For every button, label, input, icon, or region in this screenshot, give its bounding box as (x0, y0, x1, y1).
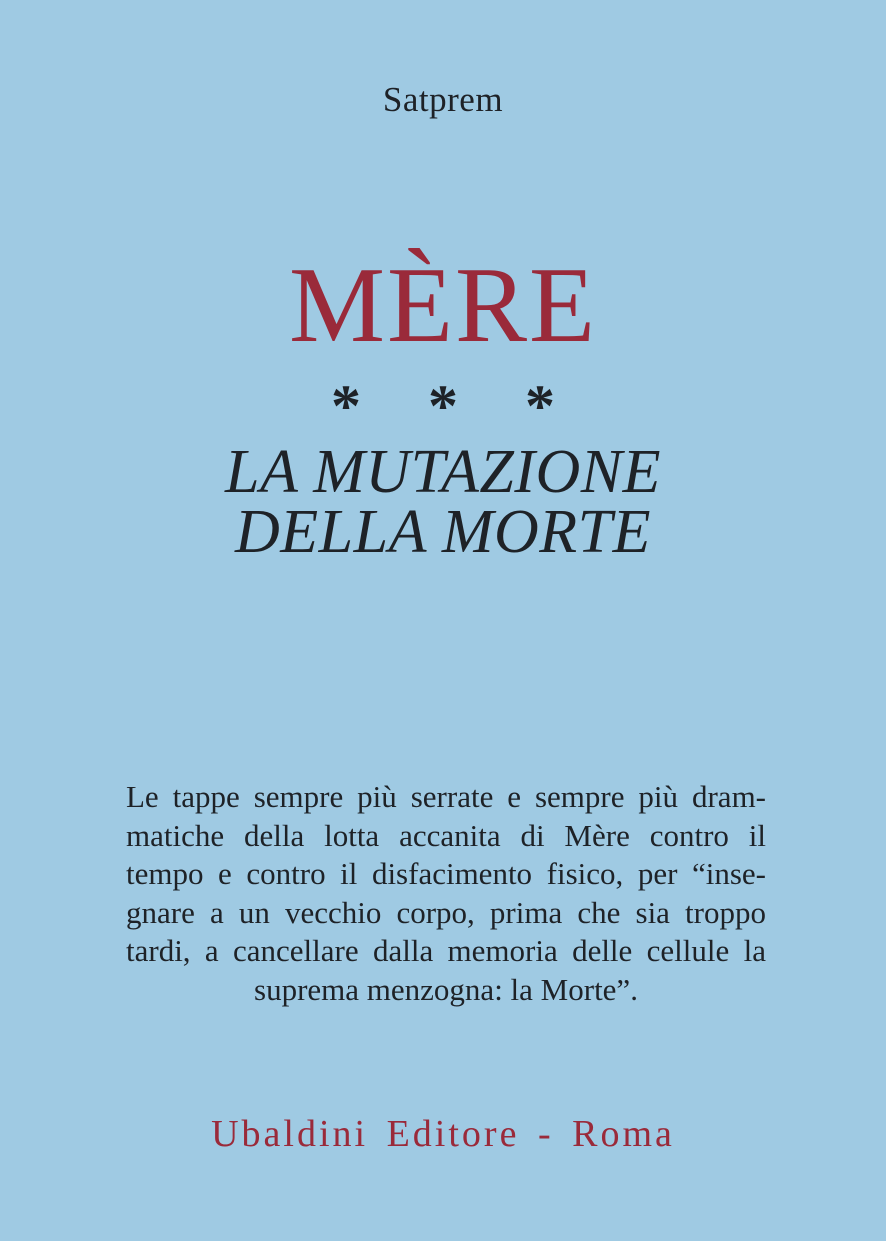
blurb-line: matiche della lotta accanita di Mère contro il (126, 817, 766, 853)
book-title: MÈRE (288, 246, 597, 365)
book-subtitle (0, 438, 886, 566)
cover-blurb (126, 778, 766, 1009)
author-name: Satprem (382, 80, 504, 119)
subtitle-line-2: DELLA MORTE (234, 498, 651, 566)
subtitle-line-1: LA MUTAZIONE (224, 438, 662, 506)
blurb-line: suprema menzogna: la Morte”. (254, 971, 638, 1007)
blurb-line: gnare a un vecchio corpo, prima che sia troppo (126, 894, 766, 930)
blurb-line: tardi, a cancellare dalla memoria delle cellule la (126, 933, 766, 968)
blurb-line: Le tappe sempre più serrate e sempre più dram- (126, 779, 766, 814)
blurb-line: tempo e contro il disfacimento fisico, per “inse- (126, 856, 766, 891)
publisher-imprint: Ubaldini Editore - Roma (211, 1113, 675, 1155)
asterisk-separator: * * * (331, 373, 581, 439)
